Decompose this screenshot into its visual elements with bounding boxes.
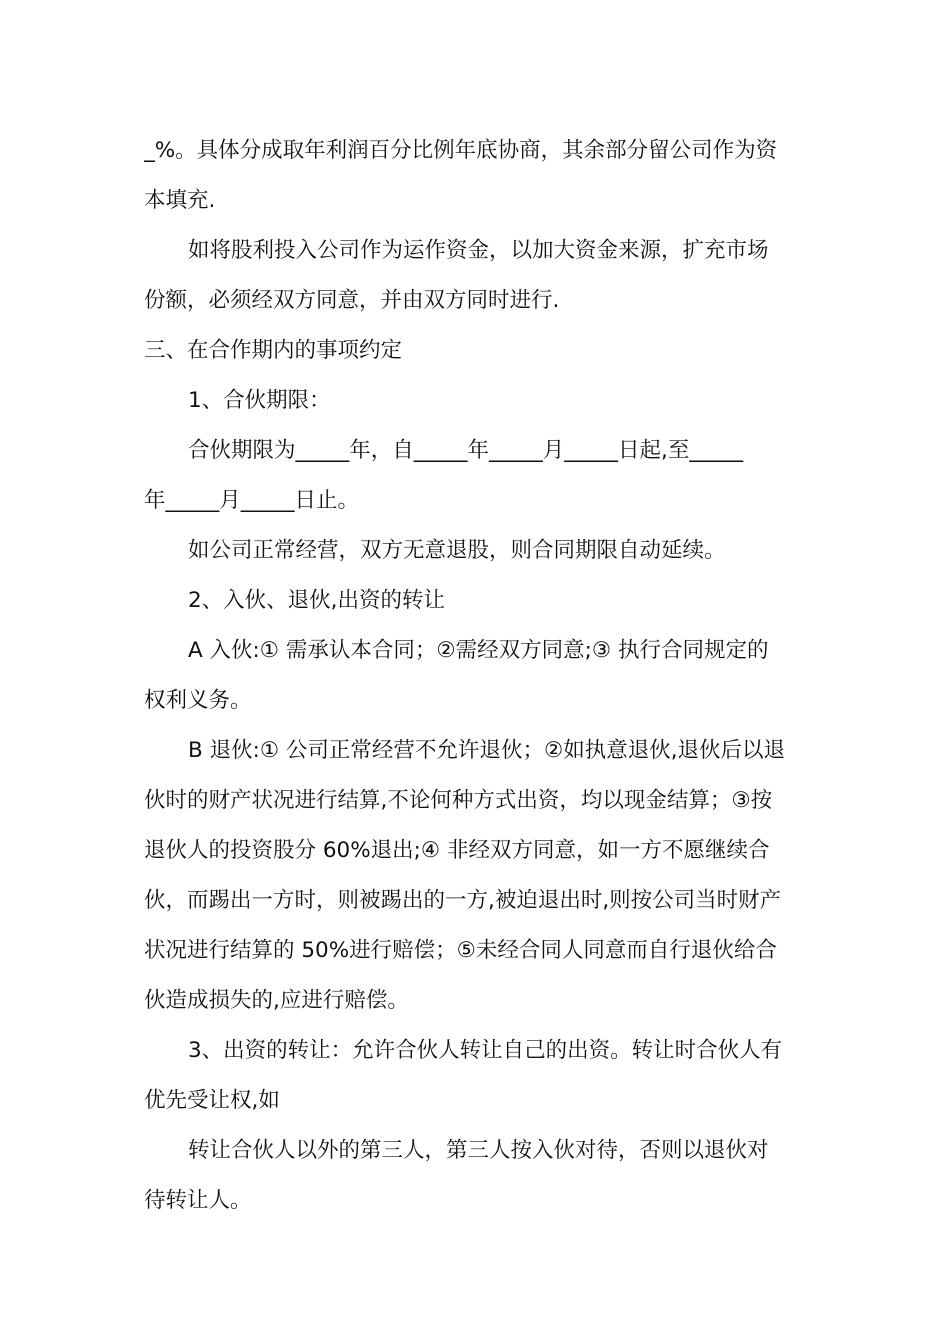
paragraph-start: A 入伙:① 需承认本合同；②需经双方同意;③ 执行合同规定的: [188, 638, 769, 663]
paragraph-start: 转让合伙人以外的第三人，第三人按入伙对待，否则以退伙对: [188, 1138, 769, 1163]
paragraph-start: 如将股利投入公司作为运作资金，以加大资金来源，扩充市场: [188, 238, 769, 263]
section-heading: 三、在合作期内的事项约定: [144, 338, 403, 363]
subsection-heading: 1、合伙期限：: [188, 388, 331, 413]
text-line: _%。具体分成取年利润百分比例年底协商，其余部分留公司作为资: [144, 138, 778, 163]
paragraph-start: B 退伙:① 公司正常经营不允许退伙；②如执意退伙,退伙后以退: [188, 738, 786, 763]
paragraph-start: 合伙期限为_____年，自_____年_____月_____日起,至_____: [188, 438, 744, 463]
text-line: 伙，而踢出一方时，则被踢出的一方,被迫退出时,则按公司当时财产: [144, 888, 782, 913]
subsection-heading: 2、入伙、退伙,出资的转让: [188, 588, 446, 613]
text-line: 伙造成损失的,应进行赔偿。: [144, 988, 409, 1013]
text-line: 份额，必须经双方同意，并由双方同时进行.: [144, 288, 560, 313]
text-line: 优先受让权,如: [144, 1088, 280, 1113]
text-line: 年_____月_____日止。: [144, 488, 360, 513]
text-line: 权利义务。: [144, 688, 252, 713]
text-line: 状况进行结算的 50%进行赔偿；⑤未经合同人同意而自行退伙给合: [144, 938, 777, 963]
paragraph-start: 如公司正常经营，双方无意退股，则合同期限自动延续。: [188, 538, 726, 563]
text-line: 本填充.: [144, 188, 216, 213]
text-line: 伙时的财产状况进行结算,不论何种方式出资，均以现金结算；③按: [144, 788, 773, 813]
text-line: 待转让人。: [144, 1188, 252, 1213]
subsection-heading: 3、出资的转让：允许合伙人转让自己的出资。转让时合伙人有: [188, 1038, 783, 1063]
text-line: 退伙人的投资股分 60%退出;④ 非经双方同意，如一方不愿继续合: [144, 838, 770, 863]
